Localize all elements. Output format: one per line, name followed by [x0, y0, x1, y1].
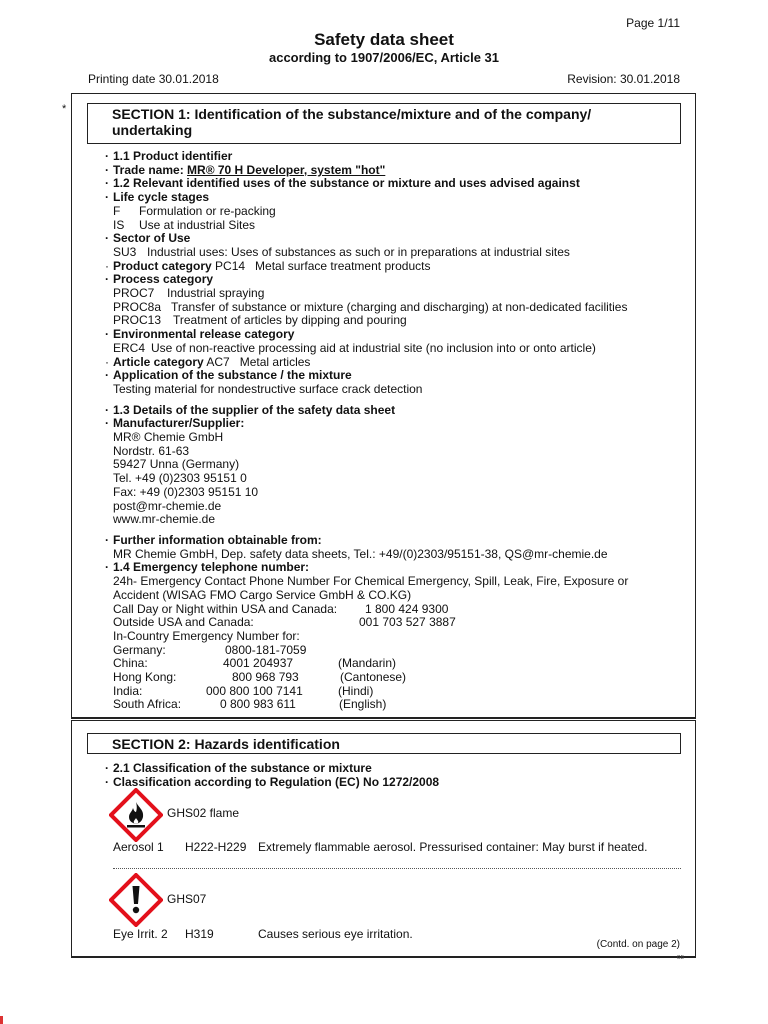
country-row [105, 657, 685, 671]
section-1-heading-line2: undertaking [112, 122, 193, 138]
locale-code: GB [676, 955, 684, 961]
country-name: Germany: [113, 642, 166, 657]
ghs07-exclamation-icon [109, 873, 163, 927]
sector-item [105, 246, 685, 260]
country-number: 0800-181-7059 [225, 642, 307, 657]
country-language: (Hindi) [338, 683, 374, 698]
sector-heading: · Sector of Use [105, 232, 685, 246]
hazard-code: H222-H229 [185, 840, 247, 854]
document-subtitle: according to 1907/2006/EC, Article 31 [268, 50, 499, 65]
hazard-row [113, 927, 413, 941]
country-number: 4001 204937 [223, 656, 294, 671]
application-heading: · Application of the substance / the mixture [105, 369, 685, 383]
env-release-heading: · Environmental release category [105, 328, 685, 342]
life-cycle-item [105, 205, 685, 219]
section-2-frame [71, 720, 696, 958]
country-name: China: [113, 656, 148, 671]
sector-code: SU3 [113, 244, 137, 259]
manufacturer-line: MR® Chemie GmbH [113, 430, 224, 445]
process-code: PROC8a [113, 299, 162, 314]
further-info-value: MR Chemie GmbH, Dep. safety data sheets, Tel.: +49/(0)2303/95151-38, QS@mr-chemie.de [113, 546, 608, 561]
further-info-heading: · Further information obtainable from: [105, 534, 685, 548]
country-language: (Mandarin) [338, 656, 397, 671]
section-2-content [105, 761, 685, 789]
product-category-label: Product category [113, 258, 212, 273]
country-row [105, 671, 685, 685]
manufacturer-line: Tel. +49 (0)2303 95151 0 [113, 471, 247, 486]
country-name: South Africa: [113, 697, 182, 712]
country-row [105, 698, 685, 712]
classification-heading: · 2.1 Classification of the substance or mixture [105, 761, 685, 775]
relevant-uses-heading: · 1.2 Relevant identified uses of the substance or mixture and uses advised against [105, 177, 685, 191]
ghs07-label: GHS07 [167, 892, 207, 906]
hazard-class: Aerosol 1 [113, 840, 164, 854]
hazard-statement: Extremely flammable aerosol. Pressurised container: May burst if heated. [258, 840, 648, 854]
hazard-class: Eye Irrit. 2 [113, 927, 168, 941]
trade-name-row [105, 164, 685, 178]
process-code: PROC7 [113, 286, 155, 301]
emergency-heading: · 1.4 Emergency telephone number: [105, 561, 685, 575]
country-language: (Cantonese) [340, 670, 407, 685]
emergency-line: 24h- Emergency Contact Phone Number For Chemical Emergency, Spill, Leak, Fire, Exposure or [113, 574, 629, 589]
process-code: PROC13 [113, 313, 162, 328]
article-category-row [105, 356, 685, 370]
country-name: Hong Kong: [113, 670, 177, 685]
ghs02-flame-icon [109, 788, 163, 842]
process-text: Treatment of articles by dipping and pouring [173, 313, 407, 328]
hazard-statement: Causes serious eye irritation. [258, 927, 413, 941]
supplier-details-heading: · 1.3 Details of the supplier of the safety data sheet [105, 404, 685, 418]
article-category-value: AC7 Metal articles [203, 354, 311, 369]
page-edge-mark [0, 1016, 3, 1024]
regulation-heading: · Classification according to Regulation (EC) No 1272/2008 [105, 775, 685, 789]
section-2-heading: SECTION 2: Hazards identification [87, 733, 681, 754]
outside-label: Outside USA and Canada: [113, 615, 254, 630]
life-cycle-heading: · Life cycle stages [105, 191, 685, 205]
process-category-item [105, 301, 685, 315]
section-1-heading [87, 103, 681, 144]
printing-date: Printing date 30.01.2018 [88, 72, 219, 86]
life-cycle-text: Use at industrial Sites [139, 217, 256, 232]
env-release-text: Use of non-reactive processing aid at industrial site (no inclusion into or onto article) [151, 340, 596, 355]
life-cycle-code: IS [113, 217, 125, 232]
manufacturer-line: Nordstr. 61-63 [113, 443, 190, 458]
trade-name-value: MR® 70 H Developer, system "hot" [187, 162, 386, 177]
hazard-code: H319 [185, 927, 214, 941]
country-number: 000 800 100 7141 [206, 683, 303, 698]
revision-date: Revision: 30.01.2018 [567, 72, 680, 86]
usa-emergency-row [105, 603, 685, 617]
in-country-heading: In-Country Emergency Number for: [113, 628, 300, 643]
product-category-value: PC14 Metal surface treatment products [211, 258, 431, 273]
process-text: Industrial spraying [167, 286, 265, 301]
manufacturer-line: 59427 Unna (Germany) [113, 457, 240, 472]
usa-number: 1 800 424 9300 [365, 601, 449, 616]
life-cycle-text: Formulation or re-packing [139, 203, 276, 218]
env-release-item [105, 342, 685, 356]
country-number: 0 800 983 611 [220, 697, 296, 712]
product-category-row [105, 260, 685, 274]
manufacturer-heading: · Manufacturer/Supplier: [105, 417, 685, 431]
life-cycle-code: F [113, 203, 121, 218]
emergency-line: Accident (WISAG FMO Cargo Service GmbH & CO.KG) [113, 587, 412, 602]
outside-number: 001 703 527 3887 [359, 615, 456, 630]
process-category-heading: · Process category [105, 273, 685, 287]
application-value: Testing material for nondestructive surface crack detection [113, 381, 423, 396]
country-row [105, 685, 685, 699]
country-row [105, 644, 685, 658]
manufacturer-website: www.mr-chemie.de [113, 512, 216, 527]
manufacturer-line: Fax: +49 (0)2303 95151 10 [113, 484, 259, 499]
sector-text: Industrial uses: Uses of substances as such or in preparations at industrial sites [147, 244, 570, 259]
outside-emergency-row [105, 616, 685, 630]
country-language: (English) [339, 697, 387, 712]
section-1-heading-line1: SECTION 1: Identification of the substance/mixture and of the company/ [112, 106, 592, 122]
page-number: Page 1/11 [626, 16, 680, 30]
country-number: 800 968 793 [232, 670, 299, 685]
continued-note: (Contd. on page 2) [596, 939, 680, 950]
change-marker: * [62, 103, 67, 115]
hazard-row [113, 840, 648, 854]
process-category-item [105, 287, 685, 301]
ghs02-label: GHS02 flame [167, 806, 240, 820]
life-cycle-item [105, 219, 685, 233]
usa-label: Call Day or Night within USA and Canada: [113, 601, 338, 616]
country-name: India: [113, 683, 143, 698]
dotted-separator [113, 868, 681, 869]
article-category-label: Article category [113, 354, 204, 369]
env-release-code: ERC4 [113, 340, 146, 355]
manufacturer-email: post@mr-chemie.de [113, 498, 222, 513]
document-title: Safety data sheet [314, 30, 454, 49]
product-identifier-heading: · 1.1 Product identifier [105, 150, 685, 164]
process-category-item [105, 314, 685, 328]
trade-name-label: Trade name: [113, 162, 188, 177]
process-text: Transfer of substance or mixture (charging and discharging) at non-dedicated facilities [171, 299, 628, 314]
section-1-content [105, 150, 685, 712]
